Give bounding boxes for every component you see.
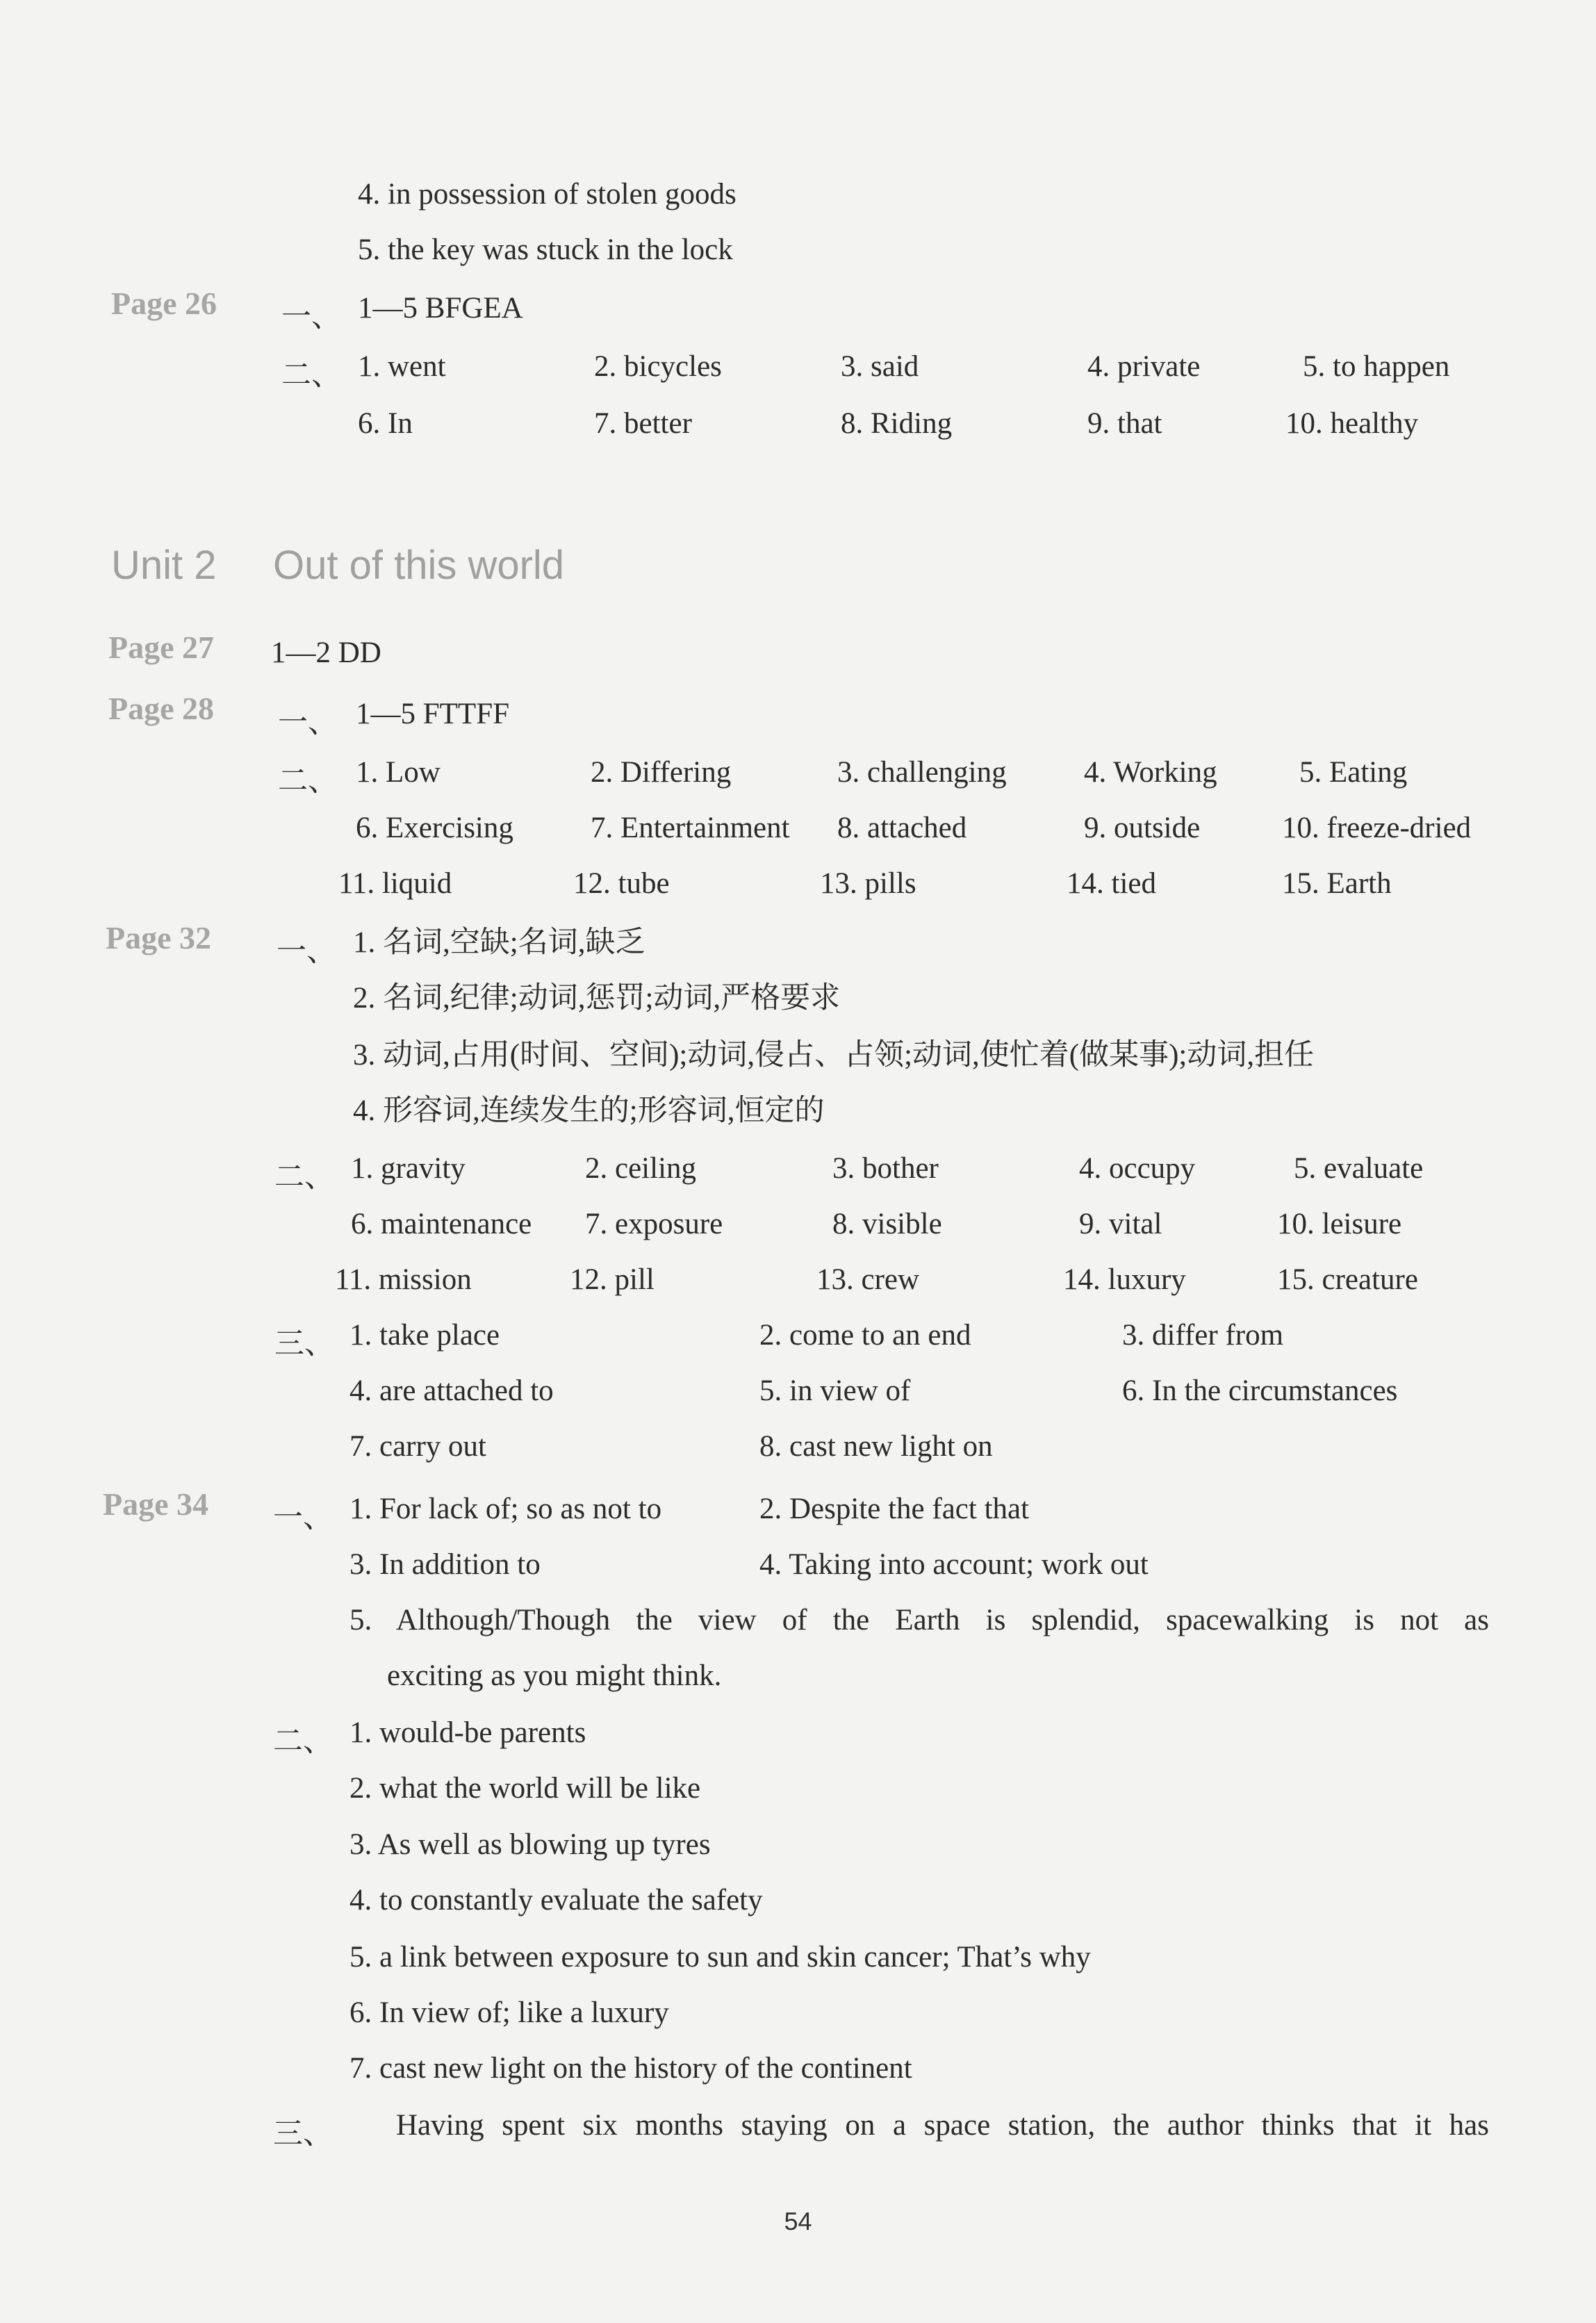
p28-r3-c1: 11. liquid	[338, 867, 452, 900]
p32-s3-r2-c1: 4. are attached to	[349, 1374, 554, 1407]
p32-s1-item-1: 1. 名词,空缺;名词,缺乏	[353, 926, 645, 959]
p28-r2-c3: 8. attached	[837, 812, 967, 844]
page28-section-1-mark: 一、	[278, 707, 338, 739]
page26-section-1-answer: 1—5 BFGEA	[358, 292, 523, 325]
p34-s2-item-7: 7. cast new light on the history of the continent	[349, 2052, 912, 2085]
page-26-label: Page 26	[111, 286, 217, 321]
page-28-label: Page 28	[108, 691, 215, 726]
p32-s3-r3-c2: 8. cast new light on	[759, 1430, 993, 1463]
p34-s1-item-3: 3. In addition to	[349, 1548, 541, 1581]
p28-r2-c1: 6. Exercising	[356, 812, 513, 844]
p32-r1-c1: 1. gravity	[351, 1152, 466, 1185]
page32-section-2-mark: 二、	[274, 1161, 334, 1194]
p32-r2-c4: 9. vital	[1079, 1208, 1162, 1240]
p32-r3-c1: 11. mission	[335, 1263, 472, 1296]
p28-r3-c5: 15. Earth	[1282, 867, 1392, 900]
page28-section-1-answer: 1—5 FTTFF	[356, 698, 510, 730]
p32-r3-c4: 14. luxury	[1063, 1263, 1186, 1296]
p32-r2-c3: 8. visible	[832, 1208, 942, 1240]
page-34-label: Page 34	[103, 1486, 209, 1522]
p28-r2-c5: 10. freeze-dried	[1282, 812, 1472, 844]
top-item-5: 5. the key was stuck in the lock	[358, 233, 733, 266]
p28-r3-c2: 12. tube	[573, 867, 670, 900]
page26-section-1-mark: 一、	[281, 301, 341, 334]
p34-s2-item-4: 4. to constantly evaluate the safety	[349, 1884, 763, 1916]
p32-r2-c1: 6. maintenance	[351, 1208, 532, 1240]
p32-s3-r2-c3: 6. In the circumstances	[1122, 1374, 1398, 1407]
p26-r2-c2: 7. better	[594, 407, 692, 440]
unit-number: Unit 2	[111, 543, 217, 588]
p34-s2-item-1: 1. would-be parents	[349, 1716, 586, 1749]
p34-s1-item-2: 2. Despite the fact that	[759, 1493, 1030, 1525]
p32-r1-c2: 2. ceiling	[585, 1152, 697, 1185]
p34-s2-item-2: 2. what the world will be like	[349, 1772, 701, 1805]
p32-r3-c2: 12. pill	[570, 1263, 655, 1296]
page28-section-2-mark: 二、	[278, 765, 338, 798]
p26-r1-c4: 4. private	[1087, 350, 1201, 383]
page-32-label: Page 32	[106, 920, 212, 955]
p26-r1-c2: 2. bicycles	[594, 350, 722, 383]
p32-s1-item-3: 3. 动词,占用(时间、空间);动词,侵占、占领;动词,使忙着(做某事);动词,担任	[353, 1039, 1315, 1072]
p32-r1-c5: 5. evaluate	[1294, 1152, 1424, 1185]
p28-r1-c1: 1. Low	[356, 756, 441, 789]
p32-s3-r1-c1: 1. take place	[349, 1319, 500, 1352]
p26-r2-c4: 9. that	[1087, 407, 1162, 440]
page34-section-3-mark: 三、	[273, 2118, 333, 2151]
p28-r1-c4: 4. Working	[1084, 756, 1217, 789]
p32-s3-r1-c2: 2. come to an end	[759, 1319, 971, 1352]
p32-r3-c5: 15. creature	[1277, 1263, 1418, 1296]
page34-section-1-mark: 一、	[273, 1502, 333, 1534]
p26-r2-c3: 8. Riding	[841, 407, 953, 440]
p34-s2-item-3: 3. As well as blowing up tyres	[349, 1828, 711, 1861]
p34-s3-text: Having spent six months staying on a space station, the author thinks that it has	[396, 2109, 1489, 2142]
p34-s2-item-6: 6. In view of; like a luxury	[349, 1996, 669, 2029]
p32-s1-item-2: 2. 名词,纪律;动词,惩罚;动词,严格要求	[353, 982, 841, 1015]
page-number: 54	[784, 2207, 812, 2235]
p28-r1-c2: 2. Differing	[591, 756, 732, 789]
p32-r2-c5: 10. leisure	[1277, 1208, 1402, 1240]
page34-section-2-mark: 二、	[273, 1725, 333, 1758]
p28-r1-c5: 5. Eating	[1299, 756, 1408, 789]
page32-section-3-mark: 三、	[274, 1328, 334, 1361]
p26-r1-c3: 3. said	[841, 350, 919, 383]
page-27-label: Page 27	[108, 630, 215, 665]
p28-r1-c3: 3. challenging	[837, 756, 1007, 789]
p28-r2-c4: 9. outside	[1084, 812, 1201, 844]
p26-r2-c1: 6. In	[358, 407, 413, 440]
page26-section-2-mark: 二、	[281, 359, 341, 392]
p34-s1-item-1: 1. For lack of; so as not to	[349, 1493, 662, 1525]
p34-s2-item-5: 5. a link between exposure to sun and skin cancer; That’s why	[349, 1941, 1091, 1973]
p32-s3-r1-c3: 3. differ from	[1122, 1319, 1284, 1352]
p32-r3-c3: 13. crew	[816, 1263, 920, 1296]
p28-r3-c4: 14. tied	[1067, 867, 1156, 900]
p32-s1-item-4: 4. 形容词,连续发生的;形容词,恒定的	[353, 1094, 825, 1127]
p32-s3-r3-c1: 7. carry out	[349, 1430, 487, 1463]
p26-r1-c1: 1. went	[358, 350, 446, 383]
unit-title: Out of this world	[273, 543, 565, 588]
p32-s3-r2-c2: 5. in view of	[759, 1374, 911, 1407]
p26-r1-c5: 5. to happen	[1303, 350, 1450, 383]
p26-r2-c5: 10. healthy	[1285, 407, 1419, 440]
p28-r3-c3: 13. pills	[820, 867, 916, 900]
p34-s1-item-5-line-1: 5. Although/Though the view of the Earth is splendid, spacewalking is not as	[349, 1604, 1489, 1636]
p28-r2-c2: 7. Entertainment	[591, 812, 790, 844]
page32-section-1-mark: 一、	[277, 935, 336, 968]
p32-r2-c2: 7. exposure	[585, 1208, 723, 1240]
p34-s1-item-5-line-2: exciting as you might think.	[387, 1659, 722, 1692]
top-item-4: 4. in possession of stolen goods	[358, 178, 737, 211]
p34-s1-item-4: 4. Taking into account; work out	[759, 1548, 1149, 1581]
p32-r1-c4: 4. occupy	[1079, 1152, 1196, 1185]
page27-answer: 1—2 DD	[271, 637, 381, 669]
p32-r1-c3: 3. bother	[832, 1152, 939, 1185]
